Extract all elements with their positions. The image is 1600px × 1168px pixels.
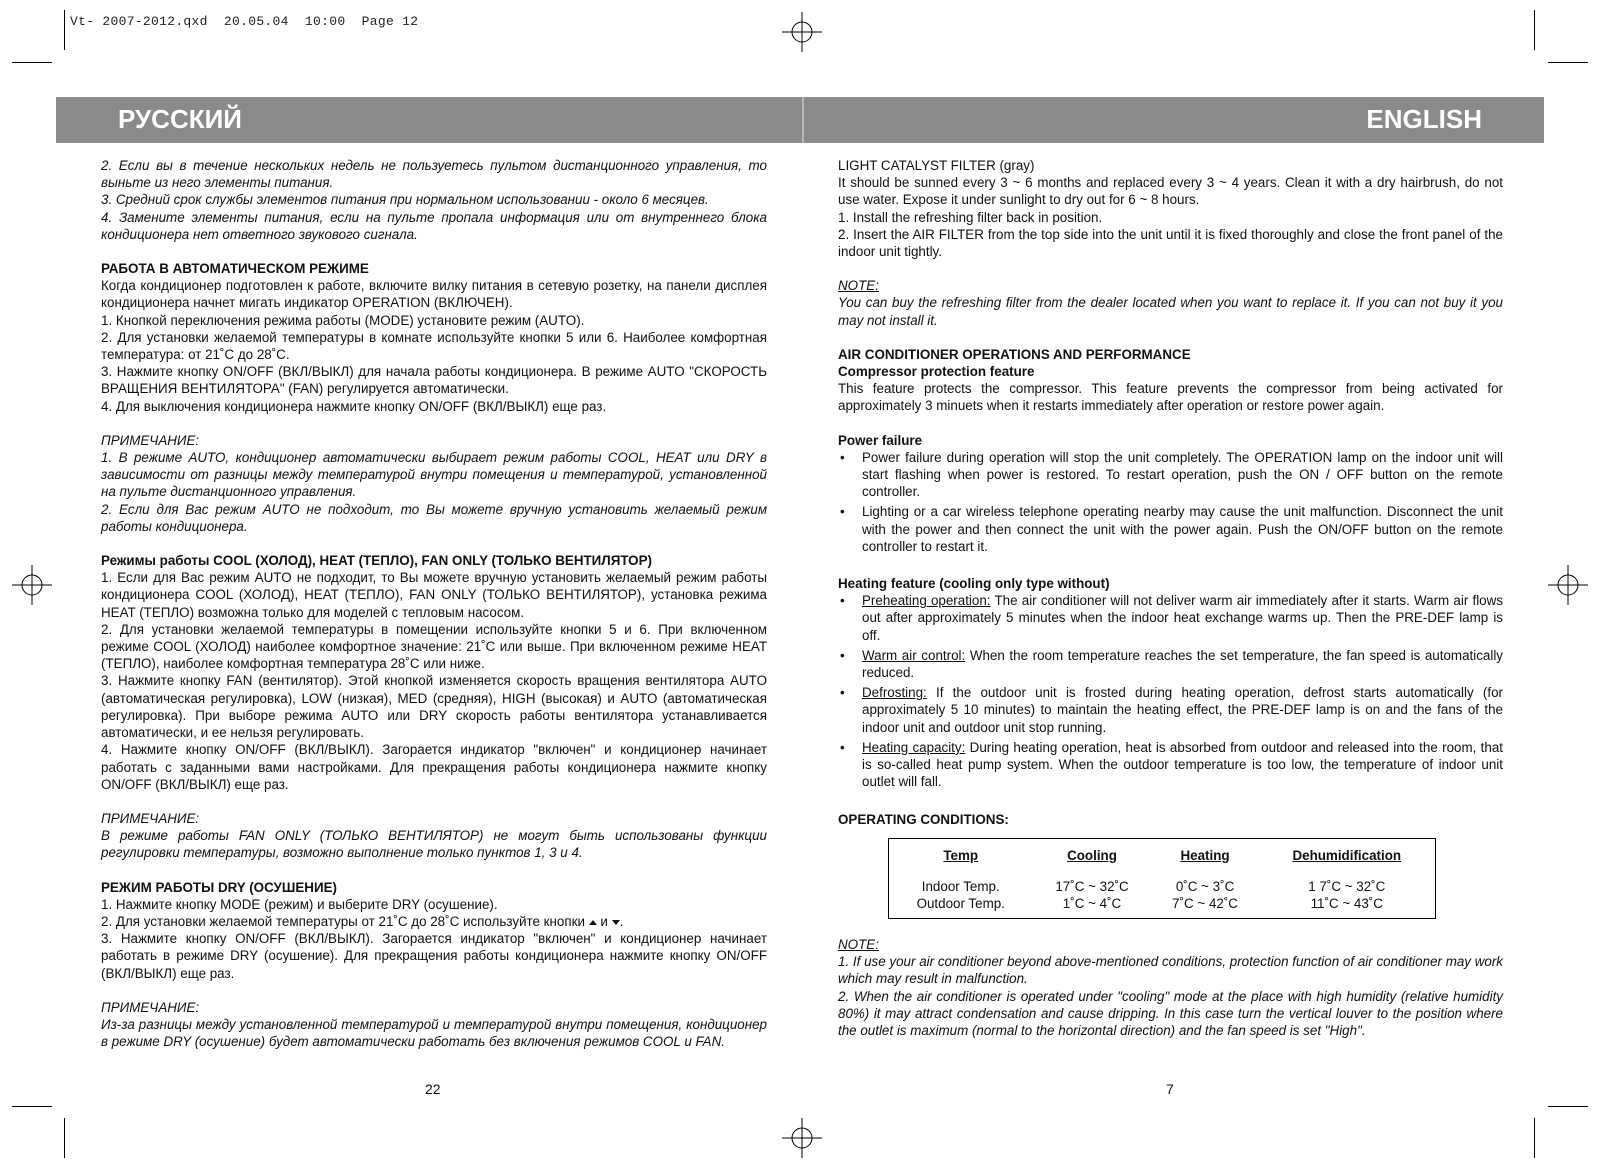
bullet-list xyxy=(838,592,1503,790)
paragraph: 2. Для установки желаемой температуры в помещении используйте кнопки 5 и 6. При включенном режиме COOL (ХОЛОД) наиболее комфортное значение: 21˚С или выше. При включенном режиме HEAT (ТЕПЛО), наиболее комфортная температура 28˚С или ниже. xyxy=(101,621,767,672)
paragraph: 3. Нажмите кнопку FAN (вентилятор). Этой кнопкой изменяется скорость вращения вентилятора AUTO (автоматическая регулировка), LOW (низкая), MED (средняя), HIGH (высокая) и AUTO (автоматическая регулировка). При выборе режима AUTO или DRY скорость работы вентилятора устанавливается автоматически, и ее нельзя регулировать. xyxy=(101,673,767,741)
table-cell: 1˚C ~ 4˚C xyxy=(1062,895,1122,911)
list-item xyxy=(838,684,1503,736)
arrow-up-icon xyxy=(589,920,597,925)
note-text: 2. Если для Вас режим AUTO не подходит, то Вы можете вручную установить желаемый режим работы кондиционера. xyxy=(101,501,767,534)
crop-mark xyxy=(1534,1118,1535,1158)
bullet-list xyxy=(838,449,1503,555)
note-text: You can buy the refreshing filter from the dealer located when you want to replace it. If you can not buy it you may not install it. xyxy=(838,295,1503,328)
page-number-right: 7 xyxy=(1166,1081,1174,1097)
crop-mark xyxy=(64,10,65,50)
list-item xyxy=(838,647,1503,681)
header-divider xyxy=(802,97,804,143)
note-text: В режиме работы FAN ONLY (ТОЛЬКО ВЕНТИЛЯТОР) не могут быть использованы функции регулировки температуры, возможно выполнение только пунктов 1, 3 и 4. xyxy=(101,828,767,861)
note-label: ПРИМЕЧАНИЕ: xyxy=(101,999,200,1015)
paragraph: 1. Нажмите кнопку MODE (режим) и выберите DRY (осушение). xyxy=(101,896,498,912)
table-cell: Outdoor Temp. xyxy=(916,895,1005,911)
registration-mark-icon xyxy=(1548,565,1588,605)
paragraph: This feature protects the compressor. This feature prevents the compressor from being activated for approximately 3 minuets when it restarts immediately after operation or restore power again. xyxy=(838,381,1503,414)
registration-mark-icon xyxy=(782,1118,822,1158)
page-number-left: 22 xyxy=(425,1081,441,1097)
crop-mark xyxy=(1534,10,1535,50)
note-text: 2. When the air conditioner is operated under "cooling" mode at the place with high humidity (relative humidity 80%) it may attract condensation and cause dripping. In this case turn the vertical louver to the position where the outlet is maximum (normal to the horizontal direction) and the fan speed is set "High". xyxy=(838,988,1503,1038)
item-label: Preheating operation: xyxy=(862,593,991,609)
table-header-row xyxy=(889,845,1435,878)
section-title: Режимы работы COOL (ХОЛОД), HEAT (ТЕПЛО), FAN ONLY (ТОЛЬКО ВЕНТИЛЯТОР) xyxy=(101,553,652,569)
item-label: Warm air control: xyxy=(862,647,966,663)
paragraph: 2. Insert the AIR FILTER from the top side into the unit until it is fixed thoroughly and close the front panel of the indoor unit tightly. xyxy=(838,226,1503,260)
section-title: РАБОТА В АВТОМАТИЧЕСКОМ РЕЖИМЕ xyxy=(101,261,369,277)
section-title: AIR CONDITIONER OPERATIONS AND PERFORMANCE xyxy=(838,346,1191,362)
paragraph: 1. Если для Вас режим AUTO не подходит, то Вы можете вручную установить желаемый режим работы кондиционера COOL (ХОЛОД), HEAT (ТЕПЛО), FAN ONLY (ТОЛЬКО ВЕНТИЛЯТОР), установка режима HEAT (ТЕПЛО) возможна только для моделей с тепловым насосом. xyxy=(101,570,767,620)
table-cell: 1 7˚C ~ 32˚C xyxy=(1308,878,1386,894)
list-item: • Lighting or a car wireless telephone operating nearby may cause the unit malfunction. Disconnect the unit with the power and then connect the unit with the power again. Push the ON/OFF button on the remote controller to restart it. xyxy=(838,503,1503,555)
russian-column xyxy=(101,157,767,1050)
item-text: The air conditioner will not deliver warm air immediately after it starts. Warm air flows out after approximately 5 minutes when the indoor heat exchange warms up. Then the PRE-DEF lamp is off. xyxy=(862,593,1503,643)
subsection-title: Power failure xyxy=(838,432,923,448)
list-item xyxy=(838,739,1503,791)
header-russian: РУССКИЙ xyxy=(118,104,242,134)
item-label: Heating capacity: xyxy=(862,739,966,755)
crop-mark xyxy=(1548,1106,1588,1107)
paragraph: 4. Замените элементы питания, если на пульте пропала информация или от внутреннего блока кондиционера нет ответного звукового сигнала. xyxy=(101,209,767,242)
crop-mark xyxy=(1548,62,1588,63)
conjunction: и xyxy=(600,913,608,929)
crop-mark xyxy=(64,1118,65,1158)
operating-conditions-table-box xyxy=(888,838,1436,919)
list-item: • Power failure during operation will stop the unit completely. The OPERATION lamp on the indoor unit will start flashing when power is restored. To restart operation, push the ON / OFF button on the remote controller. xyxy=(838,449,1503,501)
table-cell: 0˚C ~ 3˚C xyxy=(1175,878,1235,894)
crop-mark xyxy=(12,62,52,63)
english-column xyxy=(838,157,1503,1039)
paragraph: 4. Для выключения кондиционера нажмите кнопку ON/OFF (ВКЛ/ВЫКЛ) еще раз. xyxy=(101,398,607,414)
note-text: 1. В режиме AUTO, кондиционер автоматически выбирает режим работы COOL, HEAT или DRY в зависимости от разницы между температурой внутри помещения и температурой, установленной на пульте дистанционного управления. xyxy=(101,450,767,500)
paragraph: 1. Install the refreshing filter back in position. xyxy=(838,209,1103,225)
language-header-bar xyxy=(56,97,1544,143)
table-cell: 7˚C ~ 42˚C xyxy=(1172,895,1238,911)
table-cell: 17˚C ~ 32˚C xyxy=(1055,878,1129,894)
crop-mark xyxy=(12,1106,52,1107)
item-text: When the room temperature reaches the set temperature, the fan speed is automatically reduced. xyxy=(862,647,1503,681)
paragraph: 2. Если вы в течение нескольких недель не пользуетесь пультом дистанционного управления, то выньте из него элементы питания. xyxy=(101,158,767,191)
note-label: NOTE: xyxy=(838,278,879,294)
paragraph: 2. Для установки желаемой температуры от 21˚С до 28˚С используйте кнопки и . xyxy=(101,913,624,929)
table-row xyxy=(889,878,1435,895)
table-cell: Indoor Temp. xyxy=(921,878,1000,894)
note-label: ПРИМЕЧАНИЕ: xyxy=(101,432,200,448)
arrow-down-icon xyxy=(612,920,620,925)
item-text: During heating operation, heat is absorbed from outdoor and released into the room, that is so-called heat pump system. When the outdoor temperature is too low, the temperature of indoor unit outlet will fall. xyxy=(862,739,1504,790)
table-header: Cooling xyxy=(1067,847,1117,863)
paragraph: 4. Нажмите кнопку ON/OFF (ВКЛ/ВЫКЛ). Загорается индикатор "включен" и кондиционер начинает работать с заданными вами настройками. Для прекращения работы кондиционера нажмите кнопку ON/OFF (ВКЛ/ВЫКЛ) еще раз. xyxy=(101,742,767,792)
item-label: Defrosting: xyxy=(862,685,927,701)
note-text: 1. If use your air conditioner beyond above-mentioned conditions, protection function of air conditioner may work which may result in malfunction. xyxy=(838,954,1503,987)
table-header: Dehumidification xyxy=(1292,847,1402,863)
paragraph: 1. Кнопкой переключения режима работы (MODE) установите режим (AUTO). xyxy=(101,312,585,328)
registration-mark-icon xyxy=(12,565,52,605)
paragraph: Когда кондиционер подготовлен к работе, включите вилку питания в сетевую розетку, на панели дисплея кондиционера начнет мигать индикатор OPERATION (ВКЛЮЧЕН). xyxy=(101,278,767,311)
item-text: If the outdoor unit is frosted during heating operation, defrost starts automatically (for approximately 5 10 minutes) to maintain the heating effect, the PRE-DEF lamp is on and the fans of the indoor unit and outdoor unit stop running. xyxy=(862,685,1503,735)
subsection-title: Heating feature (cooling only type without) xyxy=(838,576,1110,592)
paragraph: It should be sunned every 3 ~ 6 months and replaced every 3 ~ 4 years. Clean it with a dry hairbrush, do not use water. Expose it under sunlight to dry out for 6 ~ 8 hours. xyxy=(838,175,1503,208)
slug-line: Vt- 2007-2012.qxd 20.05.04 10:00 Page 12 xyxy=(70,14,419,29)
registration-mark-icon xyxy=(782,12,822,52)
paragraph: 2. Для установки желаемой температуры в комнате используйте кнопки 5 или 6. Наиболее комфортная температура: от 21˚С до 28˚С. xyxy=(101,329,767,363)
table-header: Temp xyxy=(943,847,979,863)
section-title: OPERATING CONDITIONS: xyxy=(838,811,1009,827)
subsection-title: Compressor protection feature xyxy=(838,364,1035,380)
header-english: ENGLISH xyxy=(1366,104,1482,134)
table-row xyxy=(889,895,1435,912)
paragraph: 3. Нажмите кнопку ON/OFF (ВКЛ/ВЫКЛ). Загорается индикатор "включен" и кондиционер начинает работать в режиме DRY (осушение). Для прекращения работы кондиционера нажмите кнопку ON/OFF (ВКЛ/ВЫКЛ) еще раз. xyxy=(101,931,767,981)
list-item xyxy=(838,592,1503,644)
note-label: NOTE: xyxy=(838,936,879,952)
paragraph-text: 2. Для установки желаемой температуры от 21˚С до 28˚С используйте кнопки xyxy=(101,913,585,929)
note-label: ПРИМЕЧАНИЕ: xyxy=(101,810,200,826)
note-text: Из-за разницы между установленной температурой и температурой внутри помещения, кондиционер в режиме DRY (осушение) будет автоматически работать без включения режимов COOL и FAN. xyxy=(101,1016,767,1050)
operating-conditions-table xyxy=(889,845,1435,912)
table-header: Heating xyxy=(1180,847,1230,863)
section-title: LIGHT CATALYST FILTER (gray) xyxy=(838,158,1035,173)
paragraph: 3. Нажмите кнопку ON/OFF (ВКЛ/ВЫКЛ) для начала работы кондиционера. В режиме AUTO "СКОРОСТЬ ВРАЩЕНИЯ ВЕНТИЛЯТОРА" (FAN) регулируется автоматически. xyxy=(101,364,767,397)
table-cell: 11˚C ~ 43˚C xyxy=(1310,895,1383,911)
section-title: РЕЖИМ РАБОТЫ DRY (ОСУШЕНИЕ) xyxy=(101,879,337,895)
paragraph: 3. Средний срок службы элементов питания при нормальном использовании - около 6 месяцев. xyxy=(101,192,709,208)
